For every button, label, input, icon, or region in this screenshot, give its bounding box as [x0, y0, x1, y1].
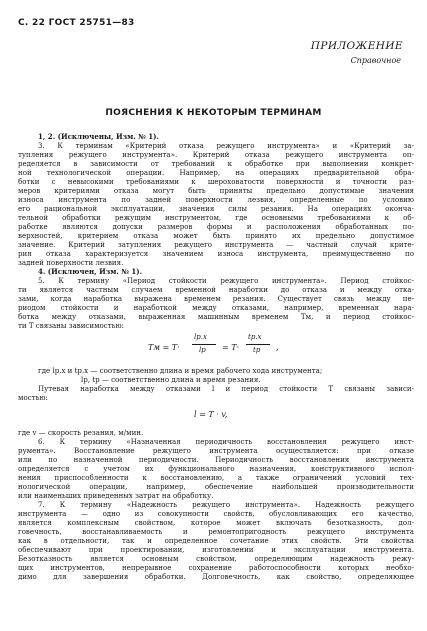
text-line: или наименьших приведенных затрат на обработку.: [18, 491, 214, 500]
text-line: 1, 2. (Исключены, Изм. № 1).: [38, 132, 159, 141]
text-line: 5. К термину «Период стойкости режущего инструмента». Период стойкос-: [38, 276, 414, 285]
formula-middle: = T·: [222, 343, 240, 352]
text-line: задней поверхности лезвия.: [18, 258, 124, 267]
text-line: верхностей, критерием отказа может быть принято их предельно допустимое: [18, 231, 414, 240]
appendix-title: ПРИЛОЖЕНИЕ: [310, 40, 403, 52]
formula-denominator: tр: [253, 346, 261, 354]
text-line: является комплексным свойством, которое может включать безотказность, дол-: [18, 518, 414, 527]
text-line: 6. К термину «Назначенная периодичность восстановления режущего инст-: [38, 437, 414, 446]
text-line: ти T связаны зависимостью:: [18, 321, 124, 330]
text-line: определяется с учетом их функционального назначения, конструктивного испол-: [18, 464, 414, 473]
text-line: где lр.х и tр.х — соответственно длина и время рабочего хода инструмента;: [38, 366, 323, 375]
text-line: его рациональной эксплуатации, значения силы резания. На операциях оконча-: [18, 204, 414, 213]
text-line: мостью:: [18, 393, 48, 402]
text-line: 4. (Исключен, Изм. № 1).: [38, 267, 143, 276]
appendix-subtitle: Справочное: [350, 56, 401, 65]
formula-put: l = T · v,: [194, 410, 228, 419]
text-line: Безотказность является основным свойством, определяющим надежность режу-: [18, 554, 414, 563]
page-header: С. 22 ГОСТ 25751—83: [18, 18, 135, 28]
text-line: 7. К термину «Надежность режущего инструмента». Надежность режущего: [38, 500, 414, 509]
text-line: или по назначенной периодичности. Периодичность восстановления инструмента: [18, 455, 414, 464]
text-line: тупления режущего инструмента». Критерий отказа режущего инструмента оп-: [18, 150, 414, 159]
text-line: нения приспособленности к восстановлению, а также ограничений условий тех-: [18, 473, 414, 482]
formula-comma: ,: [276, 343, 279, 352]
formula-numerator: tр.х: [248, 333, 262, 341]
text-line: щих инструментов, непрерывное сохранение работоспособности которых необхо-: [18, 563, 414, 572]
text-line: инструмента — одно из совокупности свойств, обусловливающих его качество,: [18, 509, 414, 518]
text-line: тельной обработки режущим инструментом, где основными требованиями к об-: [18, 213, 414, 222]
text-line: работке являются допуски размеров формы и расположения обработанных по-: [18, 222, 414, 231]
section-title: ПОЯСНЕНИЯ К НЕКОТОРЫМ ТЕРМИНАМ: [105, 108, 322, 118]
text-line: значение. Критерий затупления режущего инструмента — частный случай крите-: [18, 240, 414, 249]
text-line: износа инструмента по задней поверхности лезвия, определенные по условию: [18, 195, 414, 204]
text-line: румента». Восстановление режущего инструмента осуществляется: при отказе: [18, 446, 414, 455]
text-line: как в отдельности, так и определенное сочетание этих свойств. Эти свойства: [18, 536, 414, 545]
text-line: 3. К терминам «Критерий отказа режущего инструмента» и «Критерий за-: [38, 141, 414, 150]
text-line: обеспечивают при проектировании, изготовлении и эксплуатации инструмента.: [18, 545, 414, 554]
text-line: где v — скорость резания, м/мин.: [18, 428, 144, 437]
text-line: меров критериями отказа могут быть приняты предельно допустимые значения: [18, 186, 414, 195]
formula-denominator: lр: [199, 346, 206, 354]
text-line: ти является частным случаем временной наработки до отказа и между отка-: [18, 285, 414, 294]
text-line: нологической операции, например, обеспечение наибольшей производительности: [18, 482, 414, 491]
text-line: димо для завершения обработки. Долговечность, как свойство, определяющее: [18, 572, 414, 581]
text-line: рия отказа характеризуется значением износа инструмента, преимущественно по: [18, 249, 414, 258]
formula-numerator: lр.х: [194, 333, 207, 341]
text-line: ботки с невысокими требованиями к шероховатости поверхности и точности раз-: [18, 177, 414, 186]
text-line: ботка между отказами, выраженная машинным временем Tм, и период стойкос-: [18, 312, 414, 321]
text-line: говечность, восстанавливаемость и ремонтопригодность режущего инструмента: [18, 527, 414, 536]
fraction-bar: [192, 344, 216, 345]
text-line: ределяется в зависимости от требований к обработке при выполнении конкрет-: [18, 159, 414, 168]
text-line: Путевая наработка между отказами l и период стойкости T связаны зависи-: [38, 384, 414, 393]
text-line: ной технологической операции. Например, на операциях предварительной обра-: [18, 168, 414, 177]
text-line: lр, tр — соответственно длина и время резания.: [81, 375, 261, 384]
text-line: риодом стойкости и наработкой между отказами, например, временная нара-: [18, 303, 414, 312]
fraction-bar: [246, 344, 270, 345]
formula-lhs: Tм = T·: [148, 343, 180, 352]
text-line: зами, когда наработка выражена временем резания. Существует связь между пе-: [18, 294, 414, 303]
